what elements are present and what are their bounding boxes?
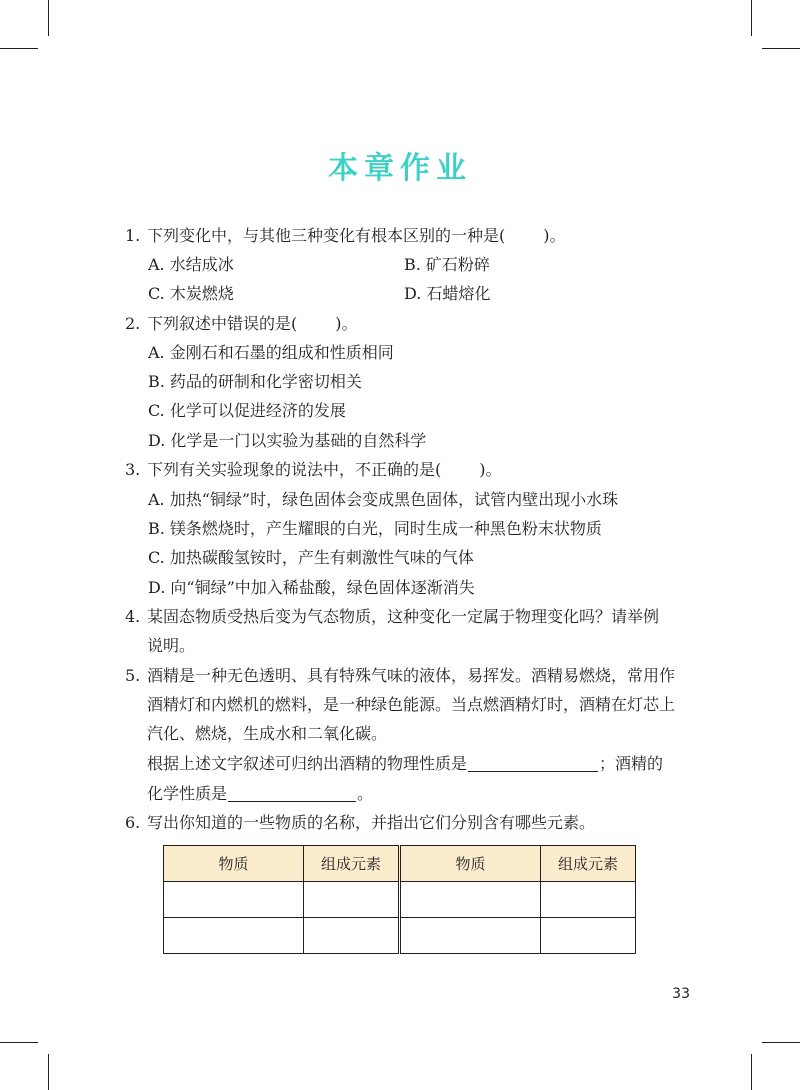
prompt-text: 根据上述文字叙述可归纳出酒精的物理性质是 [147,754,468,773]
option-a: A. 金刚石和石墨的组成和性质相同 [148,343,394,362]
question-5-line-3: 汽化、燃烧，生成水和二氧化碳。 [147,724,388,743]
elements-cell[interactable] [303,882,399,918]
question-1-stem [125,226,566,246]
elements-cell[interactable] [303,918,399,954]
column-header-elements: 组成元素 [540,846,635,882]
column-header-substance: 物质 [399,846,540,882]
question-text: 下列有关实验现象的说法中，不正确的是( [147,460,442,479]
question-text: 某固态物质受热后变为气态物质，这种变化一定属于物理变化吗？请举例 [147,607,660,626]
option-d: D. 石蜡熔化 [404,284,491,303]
question-text-end: )。 [335,314,358,333]
option-c: C. 加热碳酸氢铵时，产生有刺激性气味的气体 [148,548,474,567]
page-number: 33 [672,986,690,1002]
question-5-stem [125,666,675,686]
option-d: D. 向“铜绿”中加入稀盐酸，绿色固体逐渐消失 [148,578,475,597]
option-d: D. 化学是一门以实验为基础的自然科学 [148,431,427,450]
substance-element-table [163,845,636,954]
substance-cell[interactable] [164,918,304,954]
table-header-row [164,846,636,882]
question-number: 4. [125,607,141,626]
table-row [164,882,636,918]
elements-cell[interactable] [540,918,635,954]
prompt-text-end: 。 [357,784,374,803]
substance-cell[interactable] [164,882,304,918]
question-6-stem [125,813,595,833]
question-5-line-4 [147,754,663,774]
question-4-continuation: 说明。 [147,636,196,655]
question-text: 酒精是一种无色透明、具有特殊气味的液体，易挥发。酒精易燃烧，常用作 [147,666,676,685]
option-c: C. 化学可以促进经济的发展 [148,401,346,420]
option-b: B. 镁条燃烧时，产生耀眼的白光，同时生成一种黑色粉末状物质 [148,519,602,538]
column-header-elements: 组成元素 [303,846,399,882]
question-5-line-5 [147,784,373,804]
physical-property-blank[interactable] [468,770,598,772]
question-text: 下列叙述中错误的是( [147,314,298,333]
page-title: 本章作业 [328,151,472,186]
prompt-text-end: ；酒精的 [599,754,664,773]
column-header-substance: 物质 [164,846,304,882]
question-5-line-2: 酒精灯和内燃机的燃料，是一种绿色能源。当点燃酒精灯时，酒精在灯芯上 [147,695,676,714]
table-row [164,918,636,954]
question-number: 5. [125,666,141,685]
elements-cell[interactable] [540,882,635,918]
question-number: 1. [125,226,141,245]
question-text-end: )。 [543,226,566,245]
question-text-end: )。 [479,460,502,479]
substance-cell[interactable] [399,882,540,918]
question-number: 3. [125,460,141,479]
question-text: 下列变化中，与其他三种变化有根本区别的一种是( [147,226,506,245]
question-number: 2. [125,314,141,333]
option-b: B. 药品的研制和化学密切相关 [148,372,362,391]
option-a: A. 水结成冰 [148,255,234,274]
question-number: 6. [125,813,141,832]
option-a: A. 加热“铜绿”时，绿色固体会变成黑色固体，试管内壁出现小水珠 [148,490,619,509]
chemical-property-blank[interactable] [228,800,356,802]
option-b: B. 矿石粉碎 [404,255,490,274]
question-text: 写出你知道的一些物质的名称，并指出它们分别含有哪些元素。 [147,813,596,832]
prompt-text: 化学性质是 [147,784,228,803]
question-2-stem [125,314,358,334]
option-c: C. 木炭燃烧 [148,284,234,303]
substance-cell[interactable] [399,918,540,954]
question-3-stem [125,460,502,480]
question-4-stem [125,607,659,627]
